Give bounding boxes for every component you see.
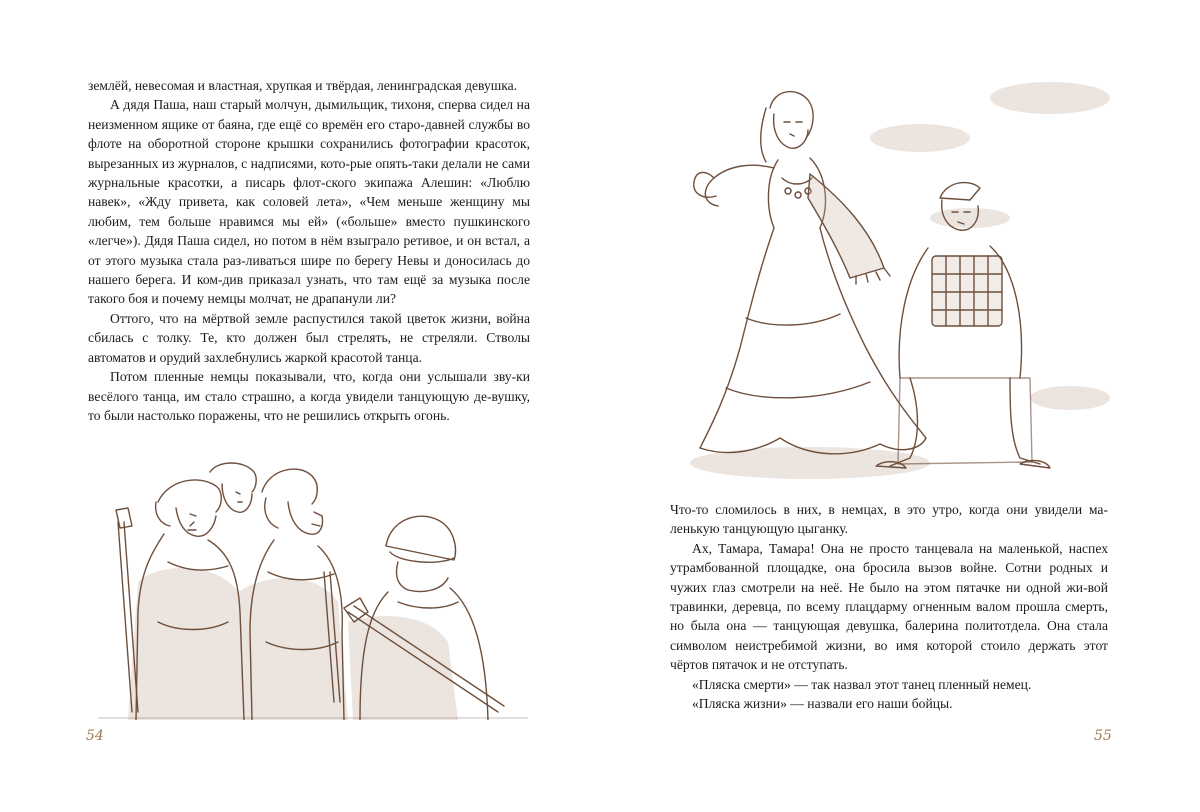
left-page-text xyxy=(88,76,530,425)
dance-illustration xyxy=(670,78,1110,486)
right-page-text xyxy=(670,500,1108,713)
paragraph: А дядя Паша, наш старый молчун, дымильщик, тихоня, сперва сидел на неизменном ящике от баяна, где ещё со времён его старо-давней службы во флоте на оборотной стороне крышки сохранились фотографии красоток, вырезанных из журналов, с надписями, кото-рые опять-таки делали не сами журнальные красотки, а писарь флот-ского экипажа Алешин: «Люблю навек», «Жду привета, как соловей лета», «Чем меньше женщину мы любим, тем больше нравимся мы ей» («больше» вместо пушкинского «легче»). Дядя Паша сидел, но потом в нём взыграло ретивое, и он встал, а от этого музыка стала раз-ливаться шире по берегу Невы и доносилась до нашего берега. И ком-див приказал узнать, что там ещё за музыка после такого боя и почему немцы молчат, не драпанули ли? xyxy=(88,97,530,307)
paragraph: Оттого, что на мёртвой земле распустился такой цветок жизни, война сбилась с толку. Те, кто должен был стрелять, не стреляли. Стволы автоматов и орудий захлебнулись жаркой красотой танца. xyxy=(88,310,530,365)
soldiers-illustration xyxy=(98,462,528,720)
paragraph: Ах, Тамара, Тамара! Она не просто танцевала на маленькой, наспех утрамбованной площадке, она бросила вызов войне. Сотни родных и чужих глаз смотрели на неё. Не было на этом пятачке ни одной жи-вой травинки, деревца, по всему плацдарму огненным валом прошла смерть, но была она — танцующая девушка, балерина политотдела. Она стала символом неистребимой жизни, во имя которой стоило держать этот чёртов пятачок и не отступать. xyxy=(670,540,1108,673)
paragraph: землёй, невесомая и властная, хрупкая и твёрдая, ленинградская девушка. xyxy=(88,78,518,93)
page-number: 55 xyxy=(1094,728,1112,744)
paragraph: «Пляска жизни» — назвали его наши бойцы. xyxy=(692,696,953,712)
paragraph: Что-то сломилось в них, в немцах, в это утро, когда они увидели ма-ленькую танцующую цыганку. xyxy=(670,502,1108,537)
right-page xyxy=(600,0,1200,812)
paragraph: Потом пленные немцы показывали, что, когда они услышали зву-ки весёлого танца, им стало страшно, а когда увидели танцующую де-вушку, то были настолько поражены, что не решились открыть огонь. xyxy=(88,369,530,423)
paragraph: «Пляска смерти» — так назвал этот танец пленный немец. xyxy=(692,676,1032,692)
page-number: 54 xyxy=(86,728,104,744)
